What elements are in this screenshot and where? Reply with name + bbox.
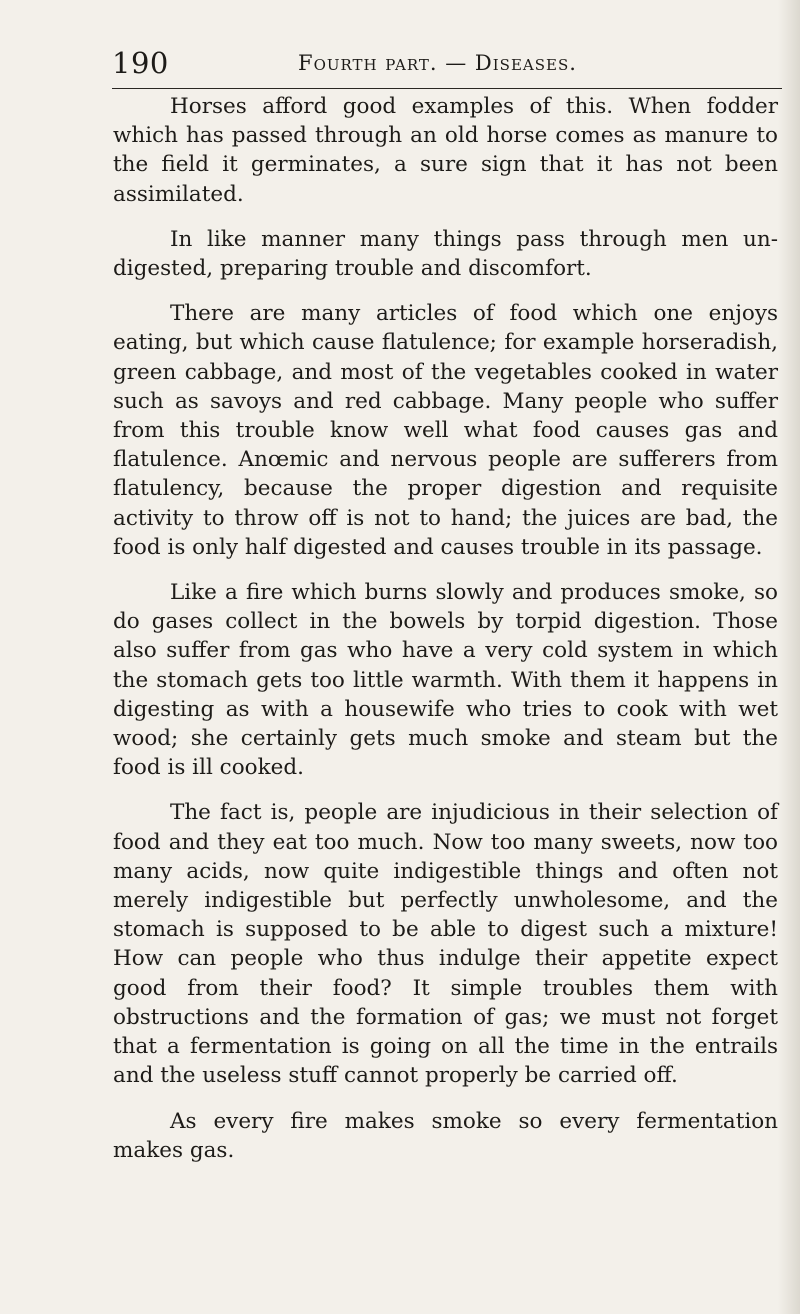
- body-text: [113, 92, 778, 1181]
- page-number: 190: [112, 46, 169, 80]
- running-head: Fourth part. — Diseases.: [298, 51, 577, 75]
- paragraph: Like a fire which burns slowly and produces smoke, so do gases collect in the bowels by torpid digestion. Those also suffer from gas who have a very cold system in which the stomach gets too little warmth. With them it happens in digesting as with a housewife who tries to cook with wet wood; she certainly gets much smoke and steam but the food is ill cooked.: [113, 580, 778, 781]
- paragraph: Horses afford good examples of this. When fodder which has passed through an old horse comes as manure to the field it germinates, a sure sign that it has not been assimilated.: [113, 94, 778, 207]
- page-header: [112, 46, 782, 86]
- paragraph: As every fire makes smoke so every fermentation makes gas.: [113, 1108, 778, 1163]
- page-edge-shadow: [778, 0, 800, 1314]
- header-rule: [112, 88, 782, 89]
- paragraph: In like manner many things pass through men undigested, preparing trouble and discomfort.: [113, 226, 778, 282]
- paragraph: There are many articles of food which one enjoys eating, but which cause flatulence; for example horseradish, green cabbage, and most of the vegetables cooked in water such as savoys and red cabbage. Many people who suffer from this trouble know well what food causes gas and flatulence. Anœmic and nervous people are sufferers from flatulency, because the proper digestion and requisite activity to throw off is not to hand; the juices are bad, the food is only half digested and causes trouble in its passage.: [113, 301, 778, 560]
- paragraph: The fact is, people are injudicious in their selection of food and they eat too much. Now too many sweets, now too many acids, now quite indigestible things and often not merely indigestible but perfectly unwholesome, and the stomach is supposed to be able to digest such a mixture! How can people who thus indulge their appetite expect good from their food? It simple troubles them with obstructions and the formation of gas; we must not forget that a fermentation is going on all the time in the entrails and the useless stuff cannot properly be carried off.: [113, 800, 778, 1089]
